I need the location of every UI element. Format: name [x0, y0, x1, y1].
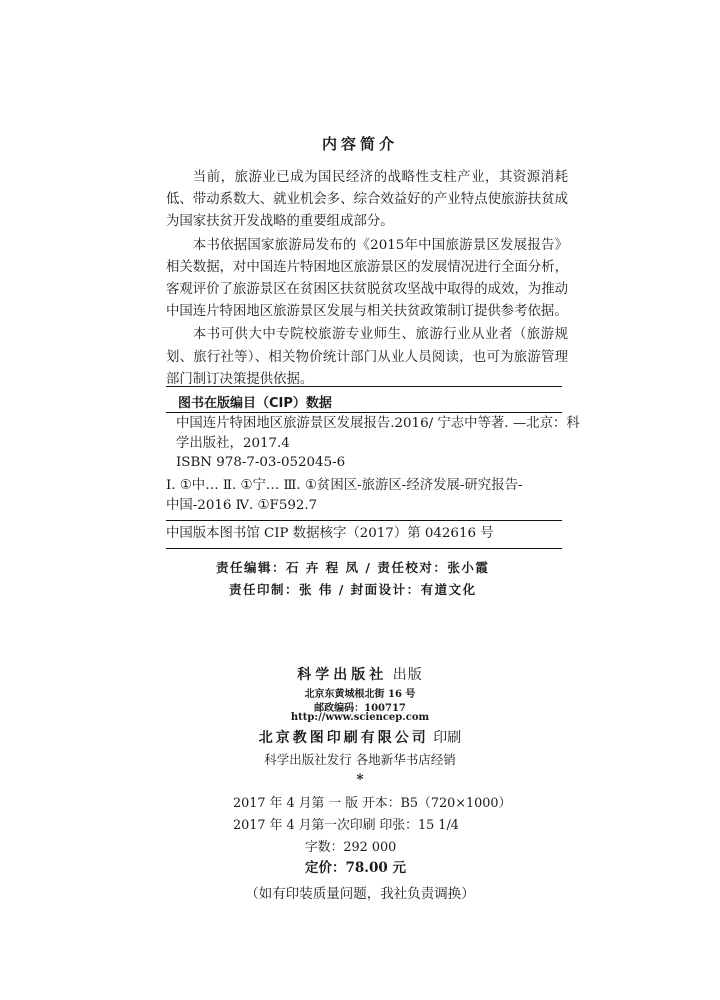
cip-line: 中国连片特困地区旅游景区发展报告.2016/ 宁志中等著. —北京：科: [176, 416, 580, 431]
printer-line: [0, 727, 720, 747]
cip-catalog-entry: [166, 414, 580, 473]
printer-name: 北京教图印刷有限公司: [258, 730, 429, 746]
summary-paragraph: 当前，旅游业已成为国民经济的战略性支柱产业，其资源消耗低、带动系数大、就业机会多、综合效益好的产业特点使旅游扶贫成为国家扶贫开发战略的重要组成部分。: [166, 170, 568, 230]
production-credits: 责任印制：张 伟 / 封面设计：有道文化: [229, 582, 477, 597]
cip-classification: [166, 476, 562, 515]
edition-line: 2017 年 4 月第 一 版 开本：B5（720×1000）: [233, 796, 512, 811]
cip-class-line: 中国-2016 Ⅳ. ①F592.7: [166, 497, 318, 513]
page-title: 内容简介: [321, 135, 398, 153]
cip-heading: 图书在版编目（CIP）数据: [178, 396, 332, 411]
publisher-address: 北京东黄城根北街 16 号: [304, 689, 416, 700]
publisher-website: http://www.sciencep.com: [290, 712, 430, 723]
cip-bottom-rule: [166, 548, 562, 549]
quality-notice: （如有印装质量问题，我社负责调换）: [245, 886, 475, 902]
distribution-line: 科学出版社发行 各地新华书店经销: [264, 752, 456, 767]
publisher-suffix: 出版: [387, 667, 423, 683]
cip-class-line: Ⅰ. ①中… Ⅱ. ①宁… Ⅲ. ①贫困区-旅游区-经济发展-研究报告-: [166, 478, 523, 493]
publisher-postcode: 邮政编码：100717: [314, 703, 406, 714]
price: 定价：78.00 元: [305, 860, 406, 876]
cip-isbn: ISBN 978-7-03-052045-6: [176, 455, 346, 470]
printer-suffix: 印刷: [428, 730, 462, 746]
cip-middle-rule: [166, 520, 562, 521]
cip-top-rule: [166, 386, 562, 387]
cip-record-number: 中国版本图书馆 CIP 数据核字（2017）第 042616 号: [166, 526, 494, 541]
separator-asterisk: *: [356, 772, 364, 788]
responsible-editors: 责任编辑：石 卉 程 凤 / 责任校对：张小霞: [216, 560, 490, 575]
word-count: 字数：292 000: [305, 840, 397, 855]
summary-paragraph: 本书依据国家旅游局发布的《2015年中国旅游景区发展报告》相关数据，对中国连片特困地区旅游景区的发展情况进行全面分析，客观评价了旅游景区在贫困区扶贫脱贫攻坚战中取得的成效，为推动中国连片特困地区旅游景区发展与相关扶贫政策制订提供参考依据。: [166, 237, 568, 320]
book-summary: [166, 167, 568, 391]
summary-paragraph: 本书可供大中专院校旅游专业师生、旅游行业从业者（旅游规划、旅行社等）、相关物价统计部门从业人员阅读，也可为旅游管理部门制订决策提供依据。: [166, 327, 568, 387]
cip-line: 学出版社，2017.4: [176, 435, 290, 451]
publisher-name: 科学出版社: [297, 667, 388, 683]
cip-heading-rule: [166, 412, 562, 413]
printing-line: 2017 年 4 月第一次印刷 印张：15 1/4: [233, 818, 459, 833]
publisher-line: [0, 664, 720, 684]
